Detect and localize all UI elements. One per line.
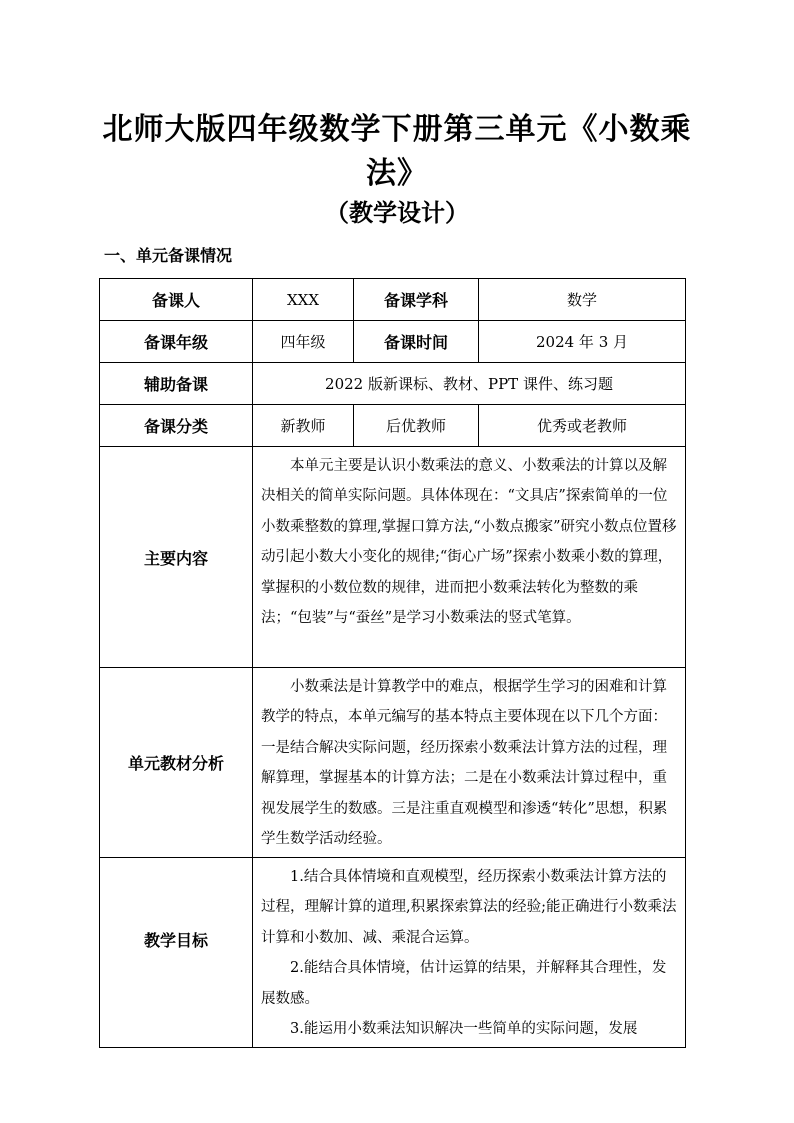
lesson-info-table — [99, 278, 686, 1048]
time-value: 2024 年 3 月 — [479, 321, 686, 363]
grade-label: 备课年级 — [100, 321, 253, 363]
document-title: 北师大版四年级数学下册第三单元《小数乘法》 — [102, 112, 692, 191]
table-row — [100, 447, 686, 668]
goal-item-3: 3.能运用小数乘法知识解决一些简单的实际问题，发展 — [290, 1021, 638, 1038]
teacher-label: 备课人 — [100, 279, 253, 321]
time-label: 备课时间 — [354, 321, 479, 363]
aids-value: 2022 版新课标、教材、PPT 课件、练习题 — [253, 363, 686, 405]
subject-label: 备课学科 — [354, 279, 479, 321]
table-row — [100, 363, 686, 405]
category-new-teacher: 新教师 — [253, 405, 354, 447]
main-content-text: 本单元主要是认识小数乘法的意义、小数乘法的计算以及解决相关的简单实际问题。具体体现在：“文具店”探索简单的一位小数乘整数的算理,掌握口算方法,“小数点搬家”研究小数点位置移动引起小数大小变化的规律;“街心广场”探索小数乘小数的算理，掌握积的小数位数的规律，进而把小数乘法转化为整数的乘法；“包装”与“蚕丝”是学习小数乘法的竖式笔算。 — [253, 447, 686, 668]
category-improving-teacher: 后优教师 — [354, 405, 479, 447]
table-row — [100, 279, 686, 321]
category-label: 备课分类 — [100, 405, 253, 447]
goals-label: 教学目标 — [100, 858, 253, 1048]
analysis-text: 小数乘法是计算教学中的难点，根据学生学习的困难和计算教学的特点，本单元编写的基本特点主要体现在以下几个方面：一是结合解决实际问题，经历探索小数乘法计算方法的过程，理解算理，掌握基本的计算方法；二是在小数乘法计算过程中，重视发展学生的数感。三是注重直观模型和渗透“转化”思想，积累学生数学活动经验。 — [253, 668, 686, 858]
grade-value: 四年级 — [253, 321, 354, 363]
analysis-label: 单元教材分析 — [100, 668, 253, 858]
aids-label: 辅助备课 — [100, 363, 253, 405]
teacher-value: XXX — [253, 279, 354, 321]
goal-item-1: 1.结合具体情境和直观模型，经历探索小数乘法计算方法的过程，理解计算的道理,积累探索算法的经验;能正确进行小数乘法计算和小数加、减、乘混合运算。 — [261, 869, 677, 946]
table-row — [100, 405, 686, 447]
goal-item-2: 2.能结合具体情境，估计运算的结果，并解释其合理性，发展数感。 — [261, 960, 667, 1007]
document-subtitle: （教学设计） — [325, 198, 469, 227]
main-content-label: 主要内容 — [100, 447, 253, 668]
goals-cell — [253, 858, 686, 1048]
subject-value: 数学 — [479, 279, 686, 321]
table-row — [100, 321, 686, 363]
table-row — [100, 858, 686, 1048]
category-senior-teacher: 优秀或老教师 — [479, 405, 686, 447]
table-row — [100, 668, 686, 858]
section-heading: 一、单元备课情况 — [104, 246, 233, 265]
